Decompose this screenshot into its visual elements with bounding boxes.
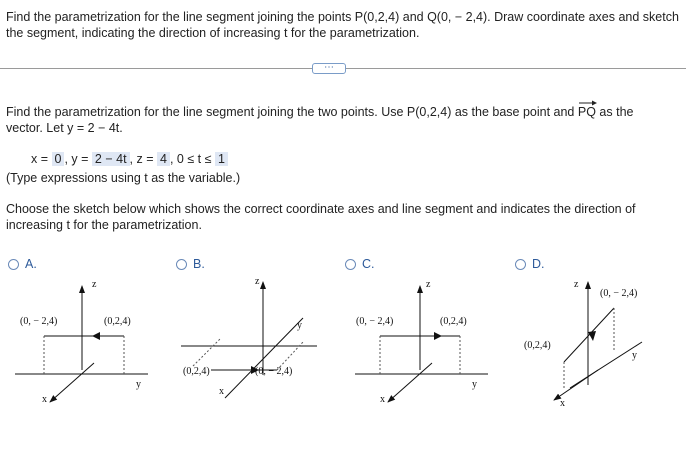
- y-answer-field[interactable]: 2 − 4t: [92, 152, 130, 166]
- y-axis-label: y: [297, 320, 302, 331]
- point-label-2: (0, − 2,4): [600, 288, 638, 299]
- z-axis-label: z: [426, 279, 431, 290]
- x-label: x =: [31, 152, 49, 166]
- option-c-label: C.: [362, 257, 375, 271]
- option-b-label: B.: [193, 257, 205, 271]
- vector-pq: [578, 105, 600, 119]
- step1-line1: Find the parametrization for the line segment joining the two points. Use P(0,2,4) as the base point and: [6, 105, 575, 119]
- y-axis-label: y: [632, 350, 637, 361]
- step2-line1: Choose the sketch below which shows the correct coordinate axes and line segment and indicates the direction of: [6, 202, 636, 216]
- segment: [564, 308, 614, 362]
- radio-a[interactable]: [8, 259, 19, 270]
- step1-line2: vector. Let y = 2 − 4t.: [6, 121, 123, 135]
- drop-line-left: [193, 338, 221, 366]
- direction-arrow-icon: [92, 332, 100, 340]
- z-axis-label: z: [255, 276, 260, 287]
- t-upper-answer-field[interactable]: 1: [215, 152, 228, 166]
- step2-instructions: [6, 201, 681, 233]
- x-axis-label: x: [380, 394, 385, 405]
- hint-text: (Type expressions using t as the variable.): [6, 171, 241, 185]
- point-label-2: (0,2,4): [440, 316, 467, 327]
- step1-line1-end: as the: [599, 105, 634, 119]
- radio-b[interactable]: [176, 259, 187, 270]
- point-label-1: (0, − 2,4): [356, 316, 394, 327]
- step2-line2: increasing t for the parametrization.: [6, 218, 202, 232]
- y-axis-label: y: [136, 379, 141, 390]
- direction-arrow-icon: [434, 332, 442, 340]
- x-answer-field[interactable]: 0: [52, 152, 65, 166]
- radio-c[interactable]: [345, 259, 356, 270]
- x-axis-label: x: [219, 386, 224, 397]
- z-label: , z =: [129, 152, 154, 166]
- sketch-b: [175, 270, 325, 420]
- x-axis: [554, 370, 598, 400]
- radio-d[interactable]: [515, 259, 526, 270]
- parametrization-row: [31, 151, 228, 167]
- direction-arrow-icon: [588, 331, 596, 341]
- point-label-1: (0,2,4): [183, 366, 210, 377]
- point-label-1: (0, − 2,4): [20, 316, 58, 327]
- option-a-label: A.: [25, 257, 37, 271]
- y-label: , y =: [64, 152, 89, 166]
- y-axis: [570, 342, 642, 388]
- x-axis-label: x: [42, 394, 47, 405]
- more-button[interactable]: ⋯: [312, 63, 346, 74]
- y-axis-label: y: [472, 379, 477, 390]
- y-axis: [225, 318, 303, 398]
- x-axis-label: x: [560, 398, 565, 409]
- option-d-label: D.: [532, 257, 545, 271]
- x-axis: [388, 363, 432, 402]
- sketch-d: [520, 270, 680, 420]
- sketch-a: [10, 270, 160, 420]
- z-axis-label: z: [574, 279, 579, 290]
- vector-arrow-icon: [578, 100, 598, 106]
- question-text: Find the parametrization for the line segment joining the points P(0,2,4) and Q(0, − 2,4). Draw coordinate axes and sketch the segment, indicating the direction of increasing t for the parametrization.: [6, 10, 679, 40]
- sketch-c: [350, 270, 500, 420]
- step1-instructions: [6, 104, 681, 136]
- vector-label: PQ: [577, 105, 596, 119]
- point-label-2: (0,2,4): [104, 316, 131, 327]
- point-label-2: (0, − 2,4): [255, 366, 293, 377]
- z-axis-label: z: [92, 279, 97, 290]
- z-answer-field[interactable]: 4: [157, 152, 170, 166]
- point-label-1: (0,2,4): [524, 340, 551, 351]
- x-axis: [50, 363, 94, 402]
- range-label: , 0 ≤ t ≤: [169, 152, 212, 166]
